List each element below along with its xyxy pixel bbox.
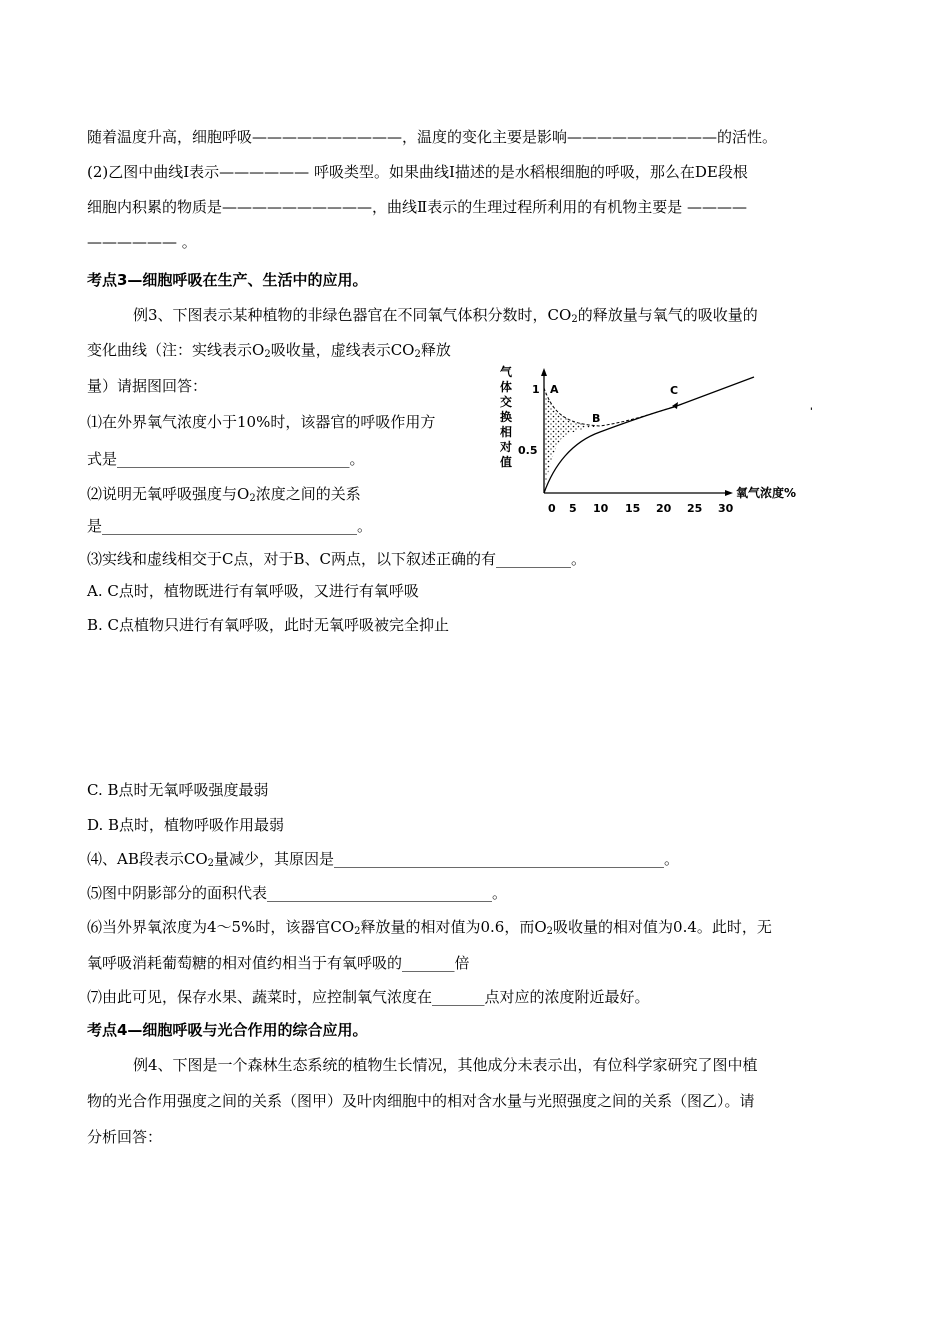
section-heading: 考点3—细胞呼吸在生产、生活中的应用。 xyxy=(87,271,368,289)
example-3-line: 量）请据图回答： xyxy=(87,377,208,395)
text-line: (2)乙图中曲线Ⅰ表示—————— 呼吸类型。如果曲线Ⅰ描述的是水稻根细胞的呼吸，那么在DE段根 xyxy=(87,163,748,181)
y-axis-label-char: 对 xyxy=(500,440,513,454)
x-tick-label: 30 xyxy=(718,502,734,515)
x-tick-label: 5 xyxy=(569,502,577,515)
question-6-cont: 氧呼吸消耗葡萄糖的相对值约相当于有氧呼吸的_______倍 xyxy=(87,954,470,972)
y-axis-label-char: 值 xyxy=(500,455,513,469)
y-tick-label: 0.5 xyxy=(518,444,538,457)
point-a-label: A xyxy=(550,383,559,396)
x-tick-label: 25 xyxy=(687,502,703,515)
option-c: C. B点时无氧呼吸强度最弱 xyxy=(87,781,269,799)
x-tick-label: 15 xyxy=(625,502,641,515)
question-5: ⑸图中阴影部分的面积代表______________________________。 xyxy=(87,884,508,902)
option-d: D. B点时，植物呼吸作用最弱 xyxy=(87,816,285,834)
point-b-label: B xyxy=(592,412,601,425)
option-a: A. C点时，植物既进行有氧呼吸，又进行有氧呼吸 xyxy=(87,582,419,600)
y-axis-label-char: 体 xyxy=(500,380,513,394)
text-line: 随着温度升高，细胞呼吸——————————，温度的变化主要是影响——————————的活性。 xyxy=(87,128,778,146)
x-axis-arrow xyxy=(725,490,733,496)
question-1-blank: 式是_______________________________。 xyxy=(87,450,365,468)
small-mark: ' xyxy=(810,407,813,417)
option-b: B. C点植物只进行有氧呼吸，此时无氧呼吸被完全抑止 xyxy=(87,616,450,634)
example-3-line: 变化曲线（注：实线表示$O_2$吸收量，虚线表示$CO_2$释放 xyxy=(87,341,451,360)
section-heading: 考点4—细胞呼吸与光合作用的综合应用。 xyxy=(87,1021,368,1039)
text-line: —————— 。 xyxy=(87,233,197,251)
x-axis-label: 氧气浓度% xyxy=(736,486,797,500)
example-4-line: 例4、下图是一个森林生态系统的植物生长情况，其他成分未表示出，有位科学家研究了图中植 xyxy=(133,1056,758,1074)
shaded-region xyxy=(544,388,600,493)
example-4-line: 分析回答： xyxy=(87,1128,163,1146)
question-7: ⑺由此可见，保存水果、蔬菜时，应控制氧气浓度在_______点对应的浓度附近最好。 xyxy=(87,988,650,1006)
x-tick-label: 20 xyxy=(656,502,672,515)
question-3: ⑶实线和虚线相交于C点，对于B、C两点，以下叙述正确的有__________。 xyxy=(87,550,586,568)
text-line: 细胞内积累的物质是——————————，曲线Ⅱ表示的生理过程所利用的有机物主要是 ———— xyxy=(87,198,747,216)
question-2-blank: 是__________________________________。 xyxy=(87,517,373,535)
example-4-line: 物的光合作用强度之间的关系（图甲）及叶肉细胞中的相对含水量与光照强度之间的关系（图乙）。请 xyxy=(87,1092,755,1110)
y-axis-arrow xyxy=(541,368,547,376)
point-c-label: C xyxy=(670,384,679,397)
x-tick-label: 10 xyxy=(593,502,609,515)
question-2: ⑵说明无氧呼吸强度与$O_2$浓度之间的关系 xyxy=(87,485,361,504)
question-6: ⑹当外界氧浓度为4～5%时，该器官$CO_2$释放量的相对值为0.6，而$O_2$吸收量的相对值为0.4。此时，无 xyxy=(87,918,772,937)
question-4: ⑷、AB段表示$CO_2$量减少，其原因是____________________________________________。 xyxy=(87,850,680,869)
gas-exchange-graph xyxy=(492,360,822,520)
y-axis-label-char: 相 xyxy=(500,425,513,439)
y-axis-label-char: 换 xyxy=(500,410,513,424)
example-3-line: 例3、下图表示某种植物的非绿色器官在不同氧气体积分数时，$CO_2$的释放量与氧气的吸收量的 xyxy=(133,306,758,325)
y-tick-label: 1 xyxy=(532,383,540,396)
question-1: ⑴在外界氧气浓度小于10%时，该器官的呼吸作用方 xyxy=(87,413,436,431)
y-axis-label-char: 交 xyxy=(500,395,513,409)
x-tick-label: 0 xyxy=(548,502,556,515)
y-axis-label-char: 气 xyxy=(500,365,513,379)
o2-uptake-curve xyxy=(544,377,754,493)
